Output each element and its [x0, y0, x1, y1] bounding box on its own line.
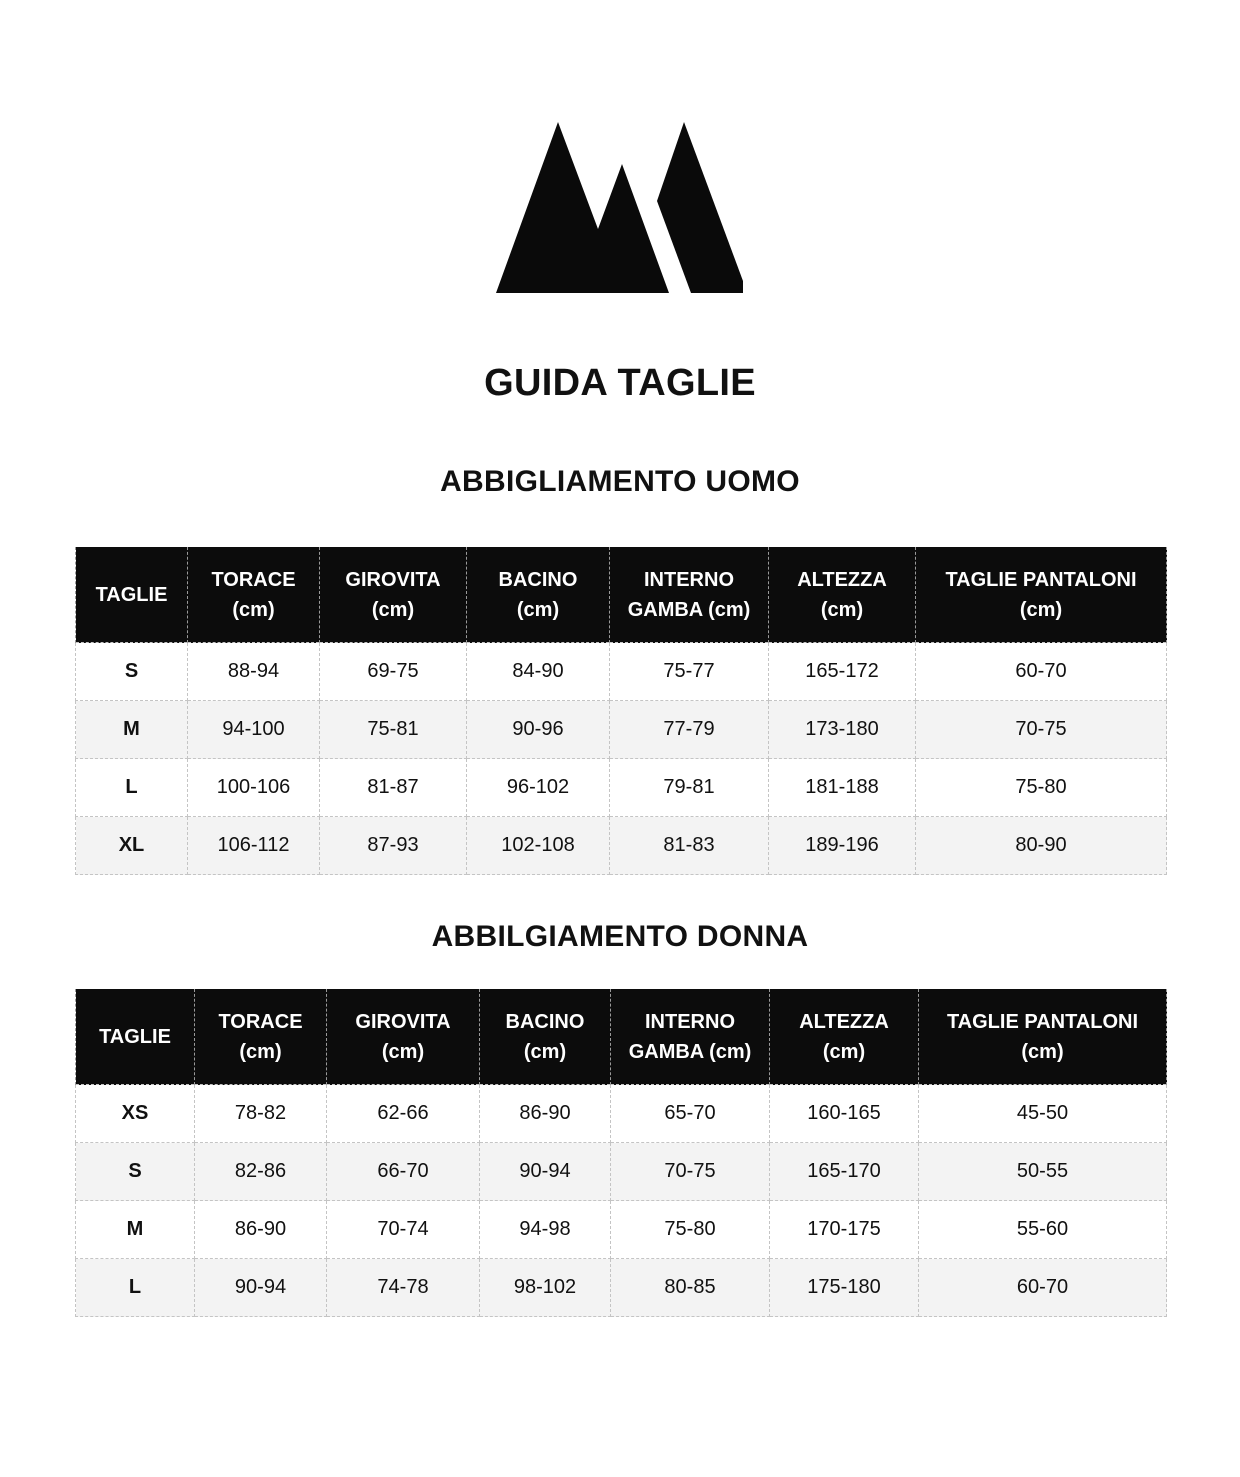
measurement-cell: 74-78 [327, 1259, 480, 1317]
table-row [76, 1143, 1167, 1201]
measurement-cell: 77-79 [610, 701, 769, 759]
measurement-cell: 94-100 [188, 701, 320, 759]
table-header-row [76, 989, 1167, 1085]
size-label-cell: S [76, 1143, 195, 1201]
measurement-cell: 55-60 [919, 1201, 1167, 1259]
column-header-label: (cm) [1019, 598, 1063, 621]
column-header-label: TORACE [211, 568, 296, 591]
left-peak-shape [496, 122, 669, 293]
table-row [76, 1201, 1167, 1259]
column-header [195, 989, 327, 1085]
measurement-cell: 189-196 [769, 817, 916, 875]
measurement-cell: 84-90 [467, 643, 610, 701]
column-header [770, 989, 919, 1085]
column-header-label: GIROVITA [355, 1010, 451, 1033]
column-header-label: TAGLIE [99, 1025, 171, 1048]
measurement-cell: 165-170 [770, 1143, 919, 1201]
column-header [76, 547, 188, 643]
measurement-cell: 88-94 [188, 643, 320, 701]
table-row [76, 817, 1167, 875]
measurement-cell: 45-50 [919, 1085, 1167, 1143]
column-header [480, 989, 611, 1085]
column-header [76, 989, 195, 1085]
mountain-peaks-logo [495, 120, 745, 295]
measurement-cell: 82-86 [195, 1143, 327, 1201]
column-header-label: ALTEZZA [797, 568, 887, 591]
measurement-cell: 81-83 [610, 817, 769, 875]
column-header-label: TORACE [218, 1010, 303, 1033]
measurement-cell: 100-106 [188, 759, 320, 817]
measurement-cell: 80-90 [916, 817, 1167, 875]
column-header-label: (cm) [1021, 1040, 1064, 1063]
measurement-cell: 173-180 [769, 701, 916, 759]
measurement-cell: 98-102 [480, 1259, 611, 1317]
measurement-cell: 160-165 [770, 1085, 919, 1143]
table-row [76, 759, 1167, 817]
column-header-label: INTERNO [644, 568, 734, 591]
measurement-cell: 90-94 [195, 1259, 327, 1317]
measurement-cell: 70-75 [916, 701, 1167, 759]
column-header-label: INTERNO [645, 1010, 735, 1033]
column-header-label: GAMBA (cm) [627, 598, 751, 621]
measurement-cell: 70-75 [611, 1143, 770, 1201]
size-label-cell: M [76, 701, 188, 759]
size-label-cell: L [76, 759, 188, 817]
column-header-label: (cm) [371, 598, 415, 621]
measurement-cell: 175-180 [770, 1259, 919, 1317]
measurement-cell: 62-66 [327, 1085, 480, 1143]
measurement-cell: 75-81 [320, 701, 467, 759]
table-row [76, 1085, 1167, 1143]
column-header-label: BACINO [498, 568, 578, 591]
column-header-label: (cm) [239, 1040, 282, 1063]
measurement-cell: 90-94 [480, 1143, 611, 1201]
measurement-cell: 60-70 [919, 1259, 1167, 1317]
measurement-cell: 70-74 [327, 1201, 480, 1259]
measurement-cell: 69-75 [320, 643, 467, 701]
measurement-cell: 106-112 [188, 817, 320, 875]
column-header-label: (cm) [381, 1040, 425, 1063]
column-header-label: (cm) [523, 1040, 567, 1063]
women-size-table [75, 989, 1167, 1317]
men-section-title: ABBIGLIAMENTO UOMO [440, 465, 800, 498]
measurement-cell: 78-82 [195, 1085, 327, 1143]
column-header-label: (cm) [232, 598, 275, 621]
measurement-cell: 60-70 [916, 643, 1167, 701]
column-header-label: ALTEZZA [799, 1010, 889, 1033]
column-header [919, 989, 1167, 1085]
column-header [188, 547, 320, 643]
column-header [611, 989, 770, 1085]
measurement-cell: 75-80 [916, 759, 1167, 817]
measurement-cell: 94-98 [480, 1201, 611, 1259]
column-header-label: (cm) [822, 1040, 866, 1063]
column-header-label: TAGLIE [95, 583, 168, 606]
table-row [76, 701, 1167, 759]
column-header-label: (cm) [516, 598, 560, 621]
size-label-cell: L [76, 1259, 195, 1317]
measurement-cell: 170-175 [770, 1201, 919, 1259]
column-header-label: GAMBA (cm) [628, 1040, 752, 1063]
column-header-label: TAGLIE PANTALONI [945, 568, 1137, 591]
size-label-cell: XS [76, 1085, 195, 1143]
men-size-table [75, 547, 1167, 875]
measurement-cell: 86-90 [195, 1201, 327, 1259]
measurement-cell: 165-172 [769, 643, 916, 701]
column-header [320, 547, 467, 643]
measurement-cell: 90-96 [467, 701, 610, 759]
column-header [769, 547, 916, 643]
column-header-label: GIROVITA [345, 568, 441, 591]
column-header [610, 547, 769, 643]
measurement-cell: 75-80 [611, 1201, 770, 1259]
measurement-cell: 65-70 [611, 1085, 770, 1143]
size-label-cell: M [76, 1201, 195, 1259]
column-header-label: TAGLIE PANTALONI [946, 1010, 1139, 1033]
measurement-cell: 50-55 [919, 1143, 1167, 1201]
column-header-label: (cm) [820, 598, 864, 621]
measurement-cell: 96-102 [467, 759, 610, 817]
table-header-row [76, 547, 1167, 643]
measurement-cell: 79-81 [610, 759, 769, 817]
measurement-cell: 66-70 [327, 1143, 480, 1201]
measurement-cell: 75-77 [610, 643, 769, 701]
right-peak-shape [657, 122, 743, 293]
measurement-cell: 81-87 [320, 759, 467, 817]
measurement-cell: 86-90 [480, 1085, 611, 1143]
women-section-title: ABBILGIAMENTO DONNA [431, 920, 809, 953]
measurement-cell: 80-85 [611, 1259, 770, 1317]
table-row [76, 643, 1167, 701]
measurement-cell: 181-188 [769, 759, 916, 817]
table-row [76, 1259, 1167, 1317]
column-header [467, 547, 610, 643]
size-label-cell: XL [76, 817, 188, 875]
column-header-label: BACINO [505, 1010, 585, 1033]
measurement-cell: 87-93 [320, 817, 467, 875]
size-label-cell: S [76, 643, 188, 701]
measurement-cell: 102-108 [467, 817, 610, 875]
column-header [916, 547, 1167, 643]
page-title: GUIDA TAGLIE [484, 362, 756, 404]
column-header [327, 989, 480, 1085]
